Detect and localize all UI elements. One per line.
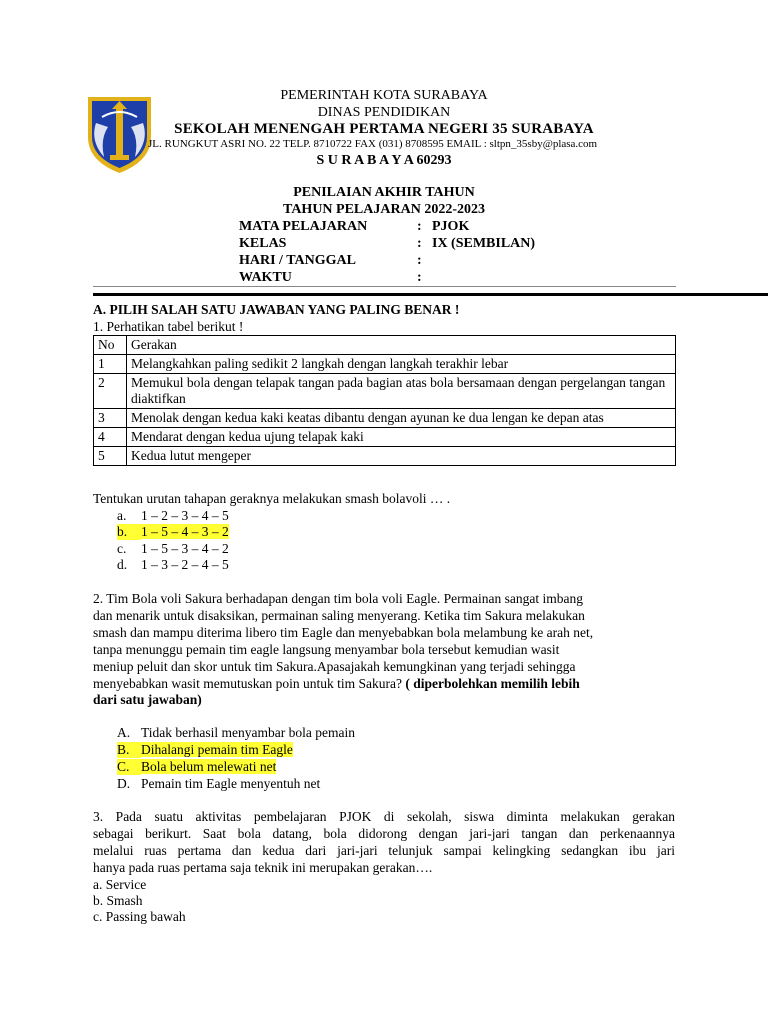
table-header-no: No bbox=[94, 336, 127, 355]
q2-line: dan menarik untuk disaksikan, permainan saling menyerang. Ketika tim Sakura melakukan bbox=[93, 608, 585, 623]
header-government: PEMERINTAH KOTA SURABAYA bbox=[280, 88, 488, 103]
q3-line: sebagai berikurt. Saat bola datang, bola didorong dengan jari-jari tangan dan perkenaannya bbox=[93, 826, 675, 841]
table-row bbox=[94, 447, 676, 466]
q2-line: 2. Tim Bola voli Sakura berhadapan dengan tim bola voli Eagle. Permainan sangat imbang bbox=[93, 591, 584, 606]
table-header-row bbox=[94, 336, 676, 355]
option-label: C. bbox=[117, 759, 141, 775]
option-text: Service bbox=[105, 877, 147, 892]
field-sep-class: : bbox=[417, 236, 422, 251]
option-label: c. bbox=[93, 909, 103, 924]
q2-option-c[interactable] bbox=[117, 759, 276, 775]
option-text: Passing bawah bbox=[105, 909, 186, 924]
q2-option-a[interactable] bbox=[117, 725, 355, 741]
option-label: A. bbox=[117, 725, 131, 740]
table-row bbox=[94, 355, 676, 374]
q1-option-a[interactable] bbox=[117, 508, 229, 524]
option-text: Smash bbox=[106, 893, 143, 908]
option-label: b. bbox=[93, 893, 104, 908]
option-text: 1 – 5 – 4 – 3 – 2 bbox=[141, 524, 229, 539]
thick-divider bbox=[93, 293, 768, 296]
q2-option-d[interactable] bbox=[117, 776, 320, 792]
q2-line: meniup peluit dan skor untuk tim Sakura.Apasajakah kemungkinan yang terjadi sehingga bbox=[93, 659, 576, 674]
exam-title: PENILAIAN AKHIR TAHUN bbox=[293, 185, 475, 200]
table-cell-text: Mendarat dengan kedua ujung telapak kaki bbox=[127, 428, 676, 447]
exam-year: TAHUN PELAJARAN 2022-2023 bbox=[283, 202, 485, 217]
table-cell-no: 1 bbox=[94, 355, 127, 374]
table-row bbox=[94, 374, 676, 409]
table-row bbox=[94, 409, 676, 428]
q1-question: Tentukan urutan tahapan geraknya melakukan smash bolavoli … . bbox=[93, 491, 451, 506]
field-label-time: WAKTU bbox=[239, 270, 292, 285]
q3-option-c[interactable] bbox=[93, 909, 186, 925]
option-text: Bola belum melewati net bbox=[141, 759, 277, 774]
option-text: 1 – 2 – 3 – 4 – 5 bbox=[141, 508, 229, 523]
q1-option-b[interactable] bbox=[117, 524, 229, 540]
header-school-name: SEKOLAH MENENGAH PERTAMA NEGERI 35 SURABAYA bbox=[174, 121, 594, 137]
q2-note: ( diperbolehkan memilih lebih bbox=[405, 676, 580, 691]
q2-line: tanpa menunggu pemain tim eagle langsung menyambar bola tersebut kemudian wasit bbox=[93, 642, 560, 657]
table-cell-no: 4 bbox=[94, 428, 127, 447]
q1-intro: 1. Perhatikan tabel berikut ! bbox=[93, 319, 244, 334]
option-text: Tidak berhasil menyambar bola pemain bbox=[141, 725, 355, 740]
option-label: D. bbox=[117, 776, 131, 791]
q1-table bbox=[93, 335, 676, 466]
field-sep-subject: : bbox=[417, 219, 422, 234]
q3-option-a[interactable] bbox=[93, 877, 146, 893]
option-text: 1 – 5 – 3 – 4 – 2 bbox=[141, 541, 229, 556]
option-label: c. bbox=[117, 541, 127, 556]
q2-line: smash dan mampu diterima libero tim Eagle dan menyebabkan bola melambung ke arah net, bbox=[93, 625, 594, 640]
table-cell-no: 2 bbox=[94, 374, 127, 409]
header-city: S U R A B A Y A 60293 bbox=[316, 153, 452, 168]
option-label: a. bbox=[93, 877, 103, 892]
option-label: b. bbox=[117, 524, 141, 540]
field-label-subject: MATA PELAJARAN bbox=[239, 219, 368, 234]
q2-option-b[interactable] bbox=[117, 742, 293, 758]
q1-option-d[interactable] bbox=[117, 557, 229, 573]
option-text: 1 – 3 – 2 – 4 – 5 bbox=[141, 557, 229, 572]
table-cell-no: 3 bbox=[94, 409, 127, 428]
table-cell-text: Kedua lutut mengeper bbox=[127, 447, 676, 466]
option-text: Dihalangi pemain tim Eagle bbox=[141, 742, 293, 757]
option-label: d. bbox=[117, 557, 128, 572]
table-cell-no: 5 bbox=[94, 447, 127, 466]
option-label: B. bbox=[117, 742, 141, 758]
field-label-date: HARI / TANGGAL bbox=[239, 253, 356, 268]
q2-line-plain: menyebabkan wasit memutuskan poin untuk tim Sakura? bbox=[93, 676, 406, 691]
q2-last-line bbox=[93, 676, 580, 692]
header-address: JL. RUNGKUT ASRI NO. 22 TELP. 8710722 FAX (031) 8708595 EMAIL : sltpn_35sby@plasa.com bbox=[148, 138, 598, 150]
table-header-gerakan: Gerakan bbox=[127, 336, 676, 355]
table-cell-text: Melangkahkan paling sedikit 2 langkah dengan langkah terakhir lebar bbox=[127, 355, 676, 374]
q3-line: melalui ruas pertama dan kedua dari jari-jari telunjuk sampai kelingking sedangkan ibu jari bbox=[93, 843, 675, 858]
q3-option-b[interactable] bbox=[93, 893, 143, 909]
field-sep-date: : bbox=[417, 253, 422, 268]
option-label: a. bbox=[117, 508, 127, 523]
field-value-subject: PJOK bbox=[432, 219, 470, 234]
option-text: Pemain tim Eagle menyentuh net bbox=[141, 776, 321, 791]
q3-line: 3. Pada suatu aktivitas pembelajaran PJOK di sekolah, siswa diminta melakukan gerakan bbox=[93, 809, 675, 824]
field-value-class: IX (SEMBILAN) bbox=[432, 236, 536, 251]
q1-option-c[interactable] bbox=[117, 541, 229, 557]
q2-note-continued: dari satu jawaban) bbox=[93, 692, 202, 707]
table-cell-text: Menolak dengan kedua kaki keatas dibantu dengan ayunan ke dua lengan ke depan atas bbox=[127, 409, 676, 428]
table-cell-text: Memukul bola dengan telapak tangan pada bagian atas bola bersamaan dengan pergelangan tangan diaktifkan bbox=[127, 374, 676, 409]
table-row bbox=[94, 428, 676, 447]
field-sep-time: : bbox=[417, 270, 422, 285]
section-a-heading: A. PILIH SALAH SATU JAWABAN YANG PALING BENAR ! bbox=[93, 302, 460, 317]
header-department: DINAS PENDIDIKAN bbox=[317, 105, 451, 120]
thin-divider bbox=[93, 286, 676, 287]
field-label-class: KELAS bbox=[239, 236, 287, 251]
q3-line: hanya pada ruas pertama saja teknik ini merupakan gerakan…. bbox=[93, 860, 433, 875]
